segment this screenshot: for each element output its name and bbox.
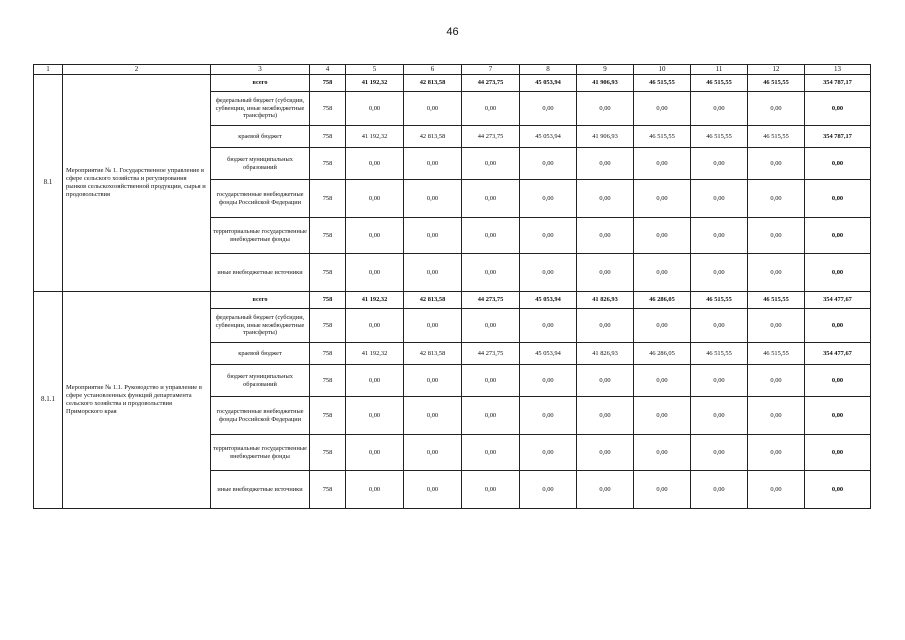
value-cell: 0,00	[346, 92, 404, 126]
column-header: 3	[211, 65, 310, 75]
value-cell: 0,00	[634, 254, 691, 292]
value-cell: 46 515,55	[691, 292, 748, 309]
column-header: 12	[748, 65, 805, 75]
funding-source: федеральный бюджет (субсидии, субвенции, иные межбюджетные трансферты)	[211, 92, 310, 126]
column-header: 10	[634, 65, 691, 75]
value-cell: 0,00	[634, 180, 691, 218]
activity-code: 8.1	[34, 75, 63, 292]
value-cell: 44 273,75	[462, 292, 520, 309]
value-cell: 0,00	[748, 180, 805, 218]
value-cell: 0,00	[691, 365, 748, 397]
column-header: 5	[346, 65, 404, 75]
value-cell: 45 053,94	[520, 75, 577, 92]
admin-code-cell: 758	[310, 92, 346, 126]
funding-source: всего	[211, 75, 310, 92]
funding-source: иные внебюджетные источники	[211, 471, 310, 509]
value-cell: 0,00	[577, 148, 634, 180]
value-cell: 0,00	[346, 148, 404, 180]
value-cell: 42 813,58	[404, 75, 462, 92]
value-cell: 0,00	[634, 397, 691, 435]
column-header: 9	[577, 65, 634, 75]
value-cell: 41 826,93	[577, 343, 634, 365]
value-cell: 41 192,32	[346, 126, 404, 148]
value-cell: 0,00	[520, 218, 577, 254]
value-cell: 41 192,32	[346, 75, 404, 92]
total-cell: 0,00	[805, 92, 871, 126]
value-cell: 0,00	[634, 148, 691, 180]
value-cell: 46 515,55	[748, 126, 805, 148]
column-header: 4	[310, 65, 346, 75]
value-cell: 46 515,55	[634, 126, 691, 148]
value-cell: 0,00	[404, 435, 462, 471]
value-cell: 0,00	[346, 435, 404, 471]
total-cell: 354 477,67	[805, 343, 871, 365]
value-cell: 0,00	[520, 180, 577, 218]
value-cell: 0,00	[346, 309, 404, 343]
column-header: 13	[805, 65, 871, 75]
column-header: 8	[520, 65, 577, 75]
value-cell: 45 053,94	[520, 126, 577, 148]
funding-source: государственные внебюджетные фонды Российской Федерации	[211, 397, 310, 435]
value-cell: 46 286,05	[634, 292, 691, 309]
value-cell: 0,00	[748, 309, 805, 343]
value-cell: 0,00	[404, 309, 462, 343]
value-cell: 0,00	[577, 309, 634, 343]
value-cell: 0,00	[577, 218, 634, 254]
value-cell: 0,00	[748, 254, 805, 292]
value-cell: 0,00	[748, 148, 805, 180]
total-cell: 0,00	[805, 148, 871, 180]
value-cell: 0,00	[577, 180, 634, 218]
admin-code-cell: 758	[310, 292, 346, 309]
value-cell: 0,00	[748, 397, 805, 435]
column-header: 11	[691, 65, 748, 75]
total-cell: 0,00	[805, 218, 871, 254]
value-cell: 0,00	[346, 471, 404, 509]
funding-source: всего	[211, 292, 310, 309]
value-cell: 0,00	[404, 180, 462, 218]
admin-code-cell: 758	[310, 126, 346, 148]
value-cell: 42 813,58	[404, 292, 462, 309]
value-cell: 0,00	[520, 435, 577, 471]
total-cell: 354 477,67	[805, 292, 871, 309]
value-cell: 45 053,94	[520, 292, 577, 309]
value-cell: 0,00	[577, 397, 634, 435]
value-cell: 0,00	[577, 471, 634, 509]
total-cell: 0,00	[805, 397, 871, 435]
value-cell: 0,00	[462, 254, 520, 292]
value-cell: 45 053,94	[520, 343, 577, 365]
value-cell: 41 192,32	[346, 343, 404, 365]
admin-code-cell: 758	[310, 397, 346, 435]
value-cell: 0,00	[462, 180, 520, 218]
value-cell: 44 273,75	[462, 126, 520, 148]
value-cell: 0,00	[748, 435, 805, 471]
total-cell: 0,00	[805, 254, 871, 292]
value-cell: 46 515,55	[748, 292, 805, 309]
funding-source: краевой бюджет	[211, 126, 310, 148]
table-body	[34, 65, 871, 509]
value-cell: 0,00	[404, 397, 462, 435]
admin-code-cell: 758	[310, 254, 346, 292]
total-cell: 0,00	[805, 180, 871, 218]
column-header: 2	[63, 65, 211, 75]
admin-code-cell: 758	[310, 180, 346, 218]
total-cell: 0,00	[805, 309, 871, 343]
funding-source: бюджет муниципальных образований	[211, 365, 310, 397]
value-cell: 0,00	[577, 435, 634, 471]
value-cell: 44 273,75	[462, 343, 520, 365]
value-cell: 0,00	[404, 92, 462, 126]
value-cell: 41 906,93	[577, 75, 634, 92]
value-cell: 0,00	[462, 397, 520, 435]
admin-code-cell: 758	[310, 75, 346, 92]
budget-table	[33, 64, 871, 509]
funding-source: территориальные государственные внебюджетные фонды	[211, 435, 310, 471]
value-cell: 0,00	[462, 471, 520, 509]
value-cell: 41 826,93	[577, 292, 634, 309]
value-cell: 46 515,55	[634, 75, 691, 92]
funding-source: краевой бюджет	[211, 343, 310, 365]
value-cell: 0,00	[346, 180, 404, 218]
value-cell: 0,00	[404, 254, 462, 292]
value-cell: 0,00	[462, 218, 520, 254]
activity-code: 8.1.1	[34, 292, 63, 509]
table-row	[34, 292, 871, 309]
total-cell: 354 787,17	[805, 75, 871, 92]
value-cell: 0,00	[634, 471, 691, 509]
value-cell: 0,00	[691, 254, 748, 292]
value-cell: 0,00	[520, 148, 577, 180]
value-cell: 0,00	[577, 365, 634, 397]
value-cell: 0,00	[520, 365, 577, 397]
value-cell: 0,00	[404, 218, 462, 254]
value-cell: 46 515,55	[748, 75, 805, 92]
value-cell: 0,00	[691, 309, 748, 343]
value-cell: 41 906,93	[577, 126, 634, 148]
value-cell: 46 515,55	[691, 75, 748, 92]
column-header: 1	[34, 65, 63, 75]
page-number: 46	[446, 26, 459, 38]
value-cell: 0,00	[404, 148, 462, 180]
total-cell: 0,00	[805, 435, 871, 471]
value-cell: 46 515,55	[691, 126, 748, 148]
admin-code-cell: 758	[310, 471, 346, 509]
funding-source: бюджет муниципальных образований	[211, 148, 310, 180]
value-cell: 0,00	[520, 309, 577, 343]
value-cell: 0,00	[634, 309, 691, 343]
value-cell: 46 515,55	[691, 343, 748, 365]
admin-code-cell: 758	[310, 365, 346, 397]
value-cell: 41 192,32	[346, 292, 404, 309]
column-header: 6	[404, 65, 462, 75]
header-row	[34, 65, 871, 75]
funding-source: государственные внебюджетные фонды Российской Федерации	[211, 180, 310, 218]
value-cell: 46 515,55	[748, 343, 805, 365]
value-cell: 0,00	[346, 218, 404, 254]
total-cell: 0,00	[805, 365, 871, 397]
value-cell: 0,00	[346, 397, 404, 435]
value-cell: 46 286,05	[634, 343, 691, 365]
admin-code-cell: 758	[310, 309, 346, 343]
value-cell: 44 273,75	[462, 75, 520, 92]
value-cell: 0,00	[634, 365, 691, 397]
value-cell: 0,00	[691, 397, 748, 435]
value-cell: 42 813,58	[404, 343, 462, 365]
value-cell: 0,00	[462, 309, 520, 343]
value-cell: 0,00	[346, 365, 404, 397]
value-cell: 0,00	[462, 435, 520, 471]
value-cell: 0,00	[462, 148, 520, 180]
value-cell: 0,00	[462, 365, 520, 397]
value-cell: 0,00	[520, 397, 577, 435]
value-cell: 0,00	[520, 471, 577, 509]
value-cell: 0,00	[634, 435, 691, 471]
value-cell: 0,00	[462, 92, 520, 126]
value-cell: 0,00	[748, 92, 805, 126]
value-cell: 0,00	[577, 254, 634, 292]
value-cell: 0,00	[691, 180, 748, 218]
value-cell: 0,00	[577, 92, 634, 126]
value-cell: 0,00	[346, 254, 404, 292]
value-cell: 0,00	[520, 254, 577, 292]
funding-source: федеральный бюджет (субсидии, субвенции, иные межбюджетные трансферты)	[211, 309, 310, 343]
value-cell: 0,00	[404, 471, 462, 509]
table-row	[34, 75, 871, 92]
value-cell: 0,00	[748, 218, 805, 254]
value-cell: 0,00	[748, 365, 805, 397]
admin-code-cell: 758	[310, 343, 346, 365]
activity-name: Мероприятие № 1.1. Руководство и управление в сфере установленных функций департамента сельского хозяйства и продовольствия Приморского края	[63, 292, 211, 509]
admin-code-cell: 758	[310, 435, 346, 471]
admin-code-cell: 758	[310, 148, 346, 180]
value-cell: 0,00	[691, 471, 748, 509]
column-header: 7	[462, 65, 520, 75]
value-cell: 0,00	[404, 365, 462, 397]
funding-source: территориальные государственные внебюджетные фонды	[211, 218, 310, 254]
value-cell: 42 813,58	[404, 126, 462, 148]
total-cell: 354 787,17	[805, 126, 871, 148]
value-cell: 0,00	[634, 92, 691, 126]
value-cell: 0,00	[634, 218, 691, 254]
value-cell: 0,00	[691, 435, 748, 471]
total-cell: 0,00	[805, 471, 871, 509]
funding-source: иные внебюджетные источники	[211, 254, 310, 292]
value-cell: 0,00	[748, 471, 805, 509]
admin-code-cell: 758	[310, 218, 346, 254]
value-cell: 0,00	[691, 218, 748, 254]
value-cell: 0,00	[691, 148, 748, 180]
activity-name: Мероприятие № 1. Государственное управление в сфере сельского хозяйства и регулирования рынков сельскохозяйственной продукции, сырья и продовольствия	[63, 75, 211, 292]
value-cell: 0,00	[691, 92, 748, 126]
value-cell: 0,00	[520, 92, 577, 126]
